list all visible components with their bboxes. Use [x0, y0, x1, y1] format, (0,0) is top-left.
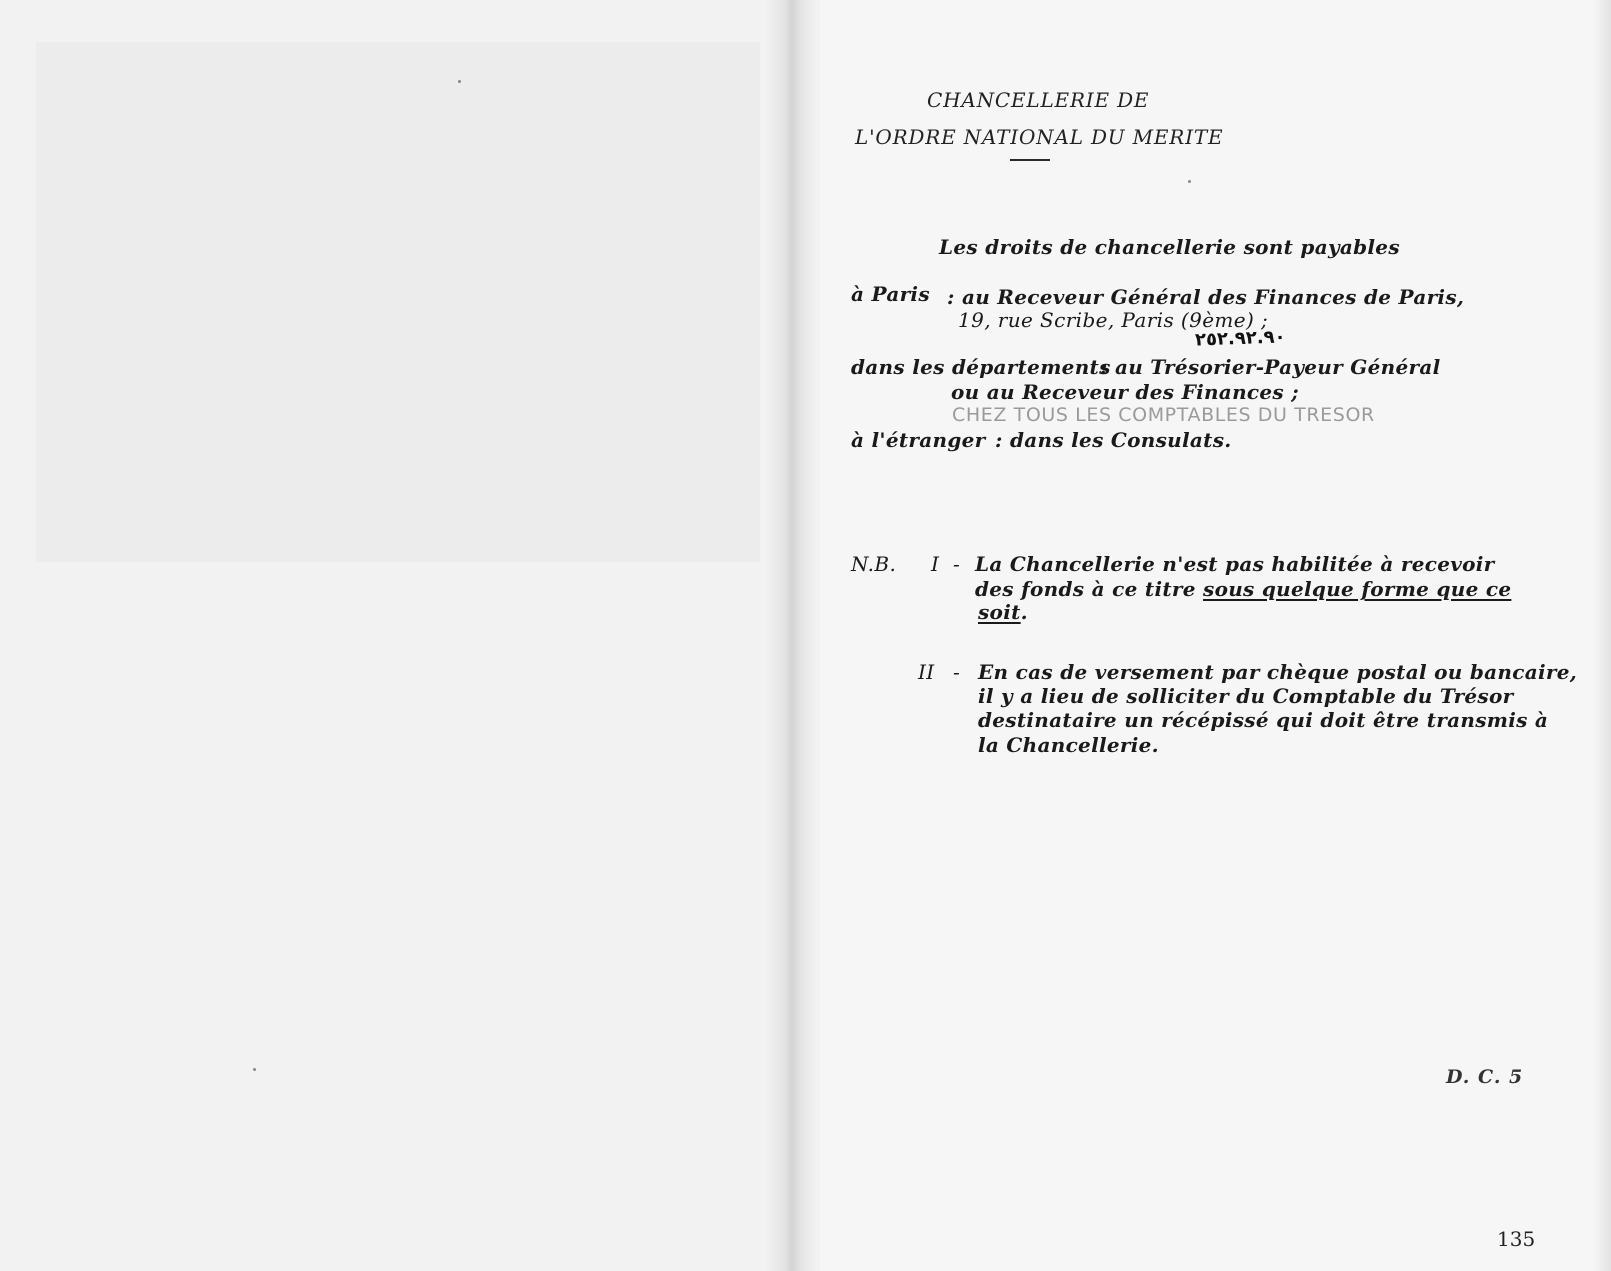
scan-speck: [1188, 180, 1191, 183]
intro-text: Les droits de chancellerie sont payables: [939, 235, 1400, 259]
departements-line-1: : au Trésorier-Payeur Général: [1100, 355, 1441, 379]
scan-speck: [253, 1068, 256, 1071]
note-1-numeral: I: [931, 552, 940, 576]
departements-label: dans les départements: [851, 355, 1111, 379]
heading-rule: [1010, 159, 1050, 161]
heading-line-1: CHANCELLERIE DE: [927, 88, 1150, 112]
etranger-line-1: : dans les Consulats.: [995, 428, 1232, 452]
note-1-line-2-plain: des fonds à ce titre: [975, 577, 1204, 601]
note-2-line-4: la Chancellerie.: [978, 733, 1159, 757]
handwritten-note: ٢٥٢.٩٢.٩٠: [1194, 326, 1286, 351]
heading-line-2: L'ORDRE NATIONAL DU MERITE: [855, 125, 1224, 149]
document-code: D. C. 5: [1446, 1066, 1524, 1088]
note-2-line-2: il y a lieu de solliciter du Comptable du Trésor: [978, 684, 1514, 708]
bleed-through-area: [36, 42, 760, 562]
paris-label: à Paris: [851, 282, 930, 306]
scan-speck: [458, 80, 461, 83]
departements-line-2: ou au Receveur des Finances ;: [951, 380, 1299, 404]
etranger-label: à l'étranger: [851, 428, 986, 452]
nb-prefix: N.B.: [851, 552, 897, 576]
note-2-line-3: destinataire un récépissé qui doit être transmis à: [978, 708, 1549, 732]
note-1-line-2: [975, 577, 1511, 601]
note-1-line-2-underlined: sous quelque forme que ce: [1203, 577, 1512, 601]
note-1-line-3: [978, 600, 1028, 624]
note-1-line-1: La Chancellerie n'est pas habilitée à recevoir: [975, 552, 1495, 576]
left-page-blank: [0, 0, 790, 1271]
note-1-line-3-underlined: soit: [978, 600, 1021, 624]
paris-line-1: : au Receveur Général des Finances de Paris,: [947, 285, 1465, 309]
stamp-text: CHEZ TOUS LES COMPTABLES DU TRESOR: [952, 404, 1375, 426]
paris-line-2: 19, rue Scribe, Paris (9ème) ;: [958, 308, 1269, 332]
note-1-dash: -: [953, 552, 961, 576]
page-number: 135: [1497, 1227, 1536, 1251]
note-1-line-3-end: .: [1020, 600, 1028, 624]
page-edge-shadow: [1594, 0, 1611, 1271]
note-2-numeral: II: [918, 660, 935, 684]
note-2-dash: -: [953, 660, 961, 684]
note-2-line-1: En cas de versement par chèque postal ou bancaire,: [978, 660, 1578, 684]
